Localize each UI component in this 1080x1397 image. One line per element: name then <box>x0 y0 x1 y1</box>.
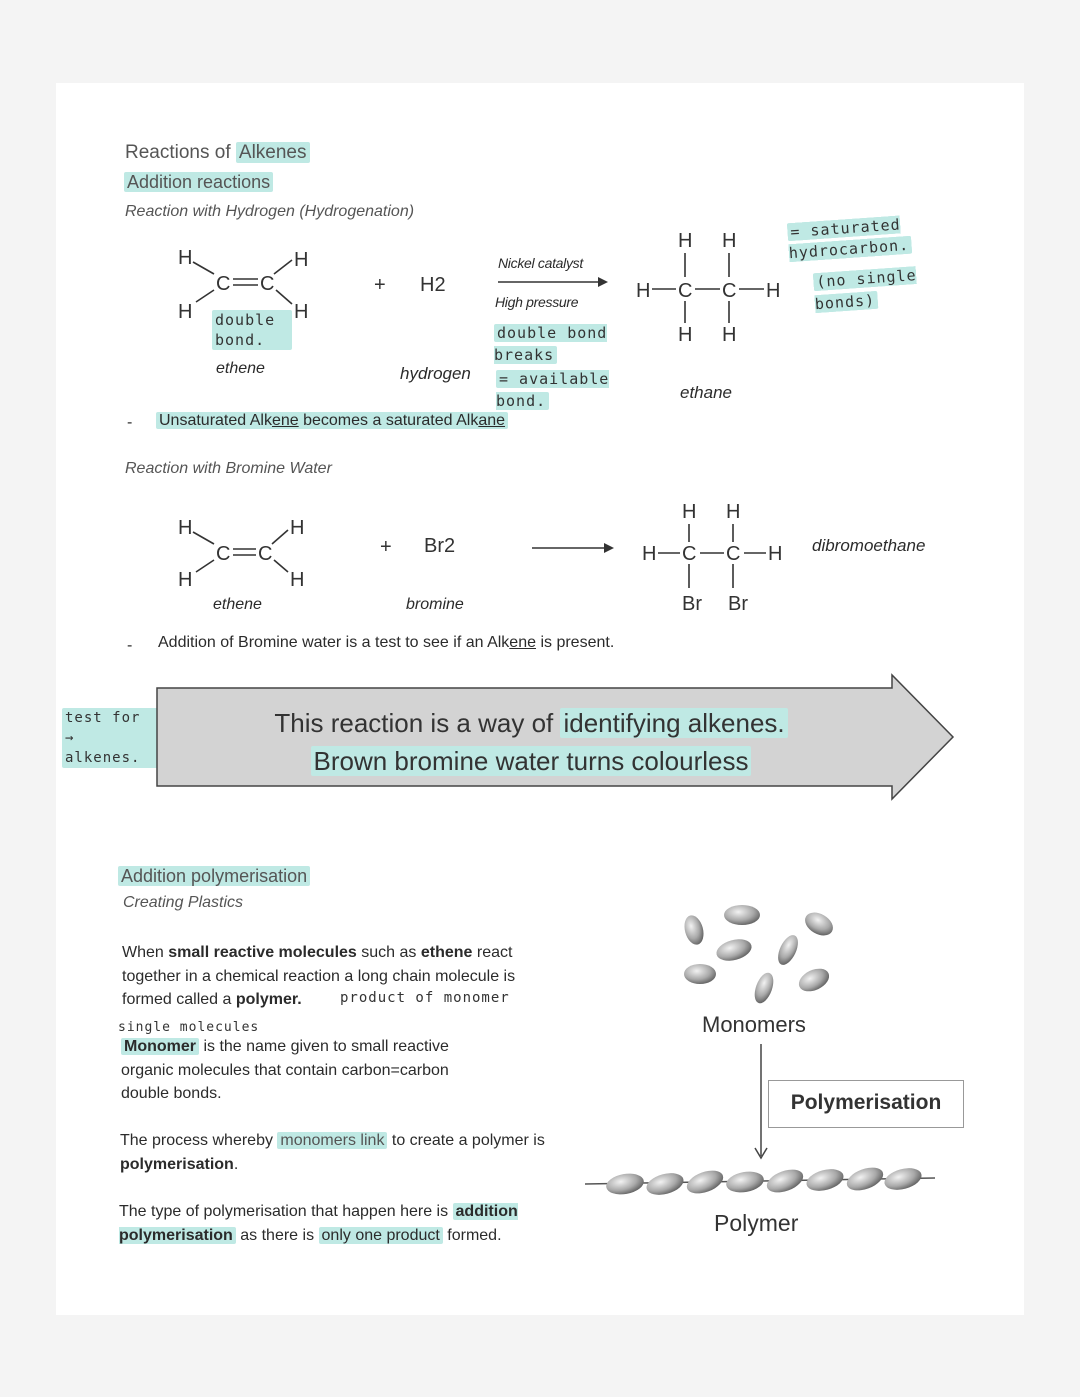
svg-text:C: C <box>216 543 231 565</box>
hydrogenation-summary <box>156 412 508 430</box>
bullet-dash-2: - <box>127 637 133 654</box>
svg-text:H: H <box>682 501 697 523</box>
svg-text:H: H <box>768 543 783 565</box>
summary-mid: becomes a saturated Alk <box>298 412 479 429</box>
plus-sign: + <box>374 274 386 296</box>
p3c: to create a polymer is <box>387 1132 545 1149</box>
monomers-label: Monomers <box>702 1012 806 1037</box>
svg-text:C: C <box>726 543 741 565</box>
svg-text:H: H <box>290 569 305 591</box>
p2a: Monomer <box>121 1038 199 1055</box>
svg-text:Br: Br <box>682 593 702 615</box>
svg-text:H: H <box>178 247 193 269</box>
callout-text <box>156 704 906 780</box>
callout-line2-text: Brown bromine water turns colourless <box>311 746 752 776</box>
svg-text:H: H <box>678 230 693 252</box>
svg-text:H: H <box>178 301 193 323</box>
monomers-illustration <box>676 900 846 1010</box>
brom-summary-post: is present. <box>536 634 615 651</box>
svg-text:H: H <box>722 324 737 346</box>
p4d: only one product <box>319 1227 443 1244</box>
p1a: When <box>122 944 169 961</box>
p4c: as there is <box>235 1226 319 1244</box>
condition-label: High pressure <box>495 294 579 310</box>
ethene-label: ethene <box>216 360 265 377</box>
p1c: such as <box>356 944 421 961</box>
bromine-formula: Br2 <box>424 535 456 557</box>
svg-text:H: H <box>722 230 737 252</box>
polymer-paragraph-4 <box>119 1200 539 1247</box>
callout-line-2 <box>156 742 906 780</box>
svg-text:C: C <box>682 543 697 565</box>
svg-text:H: H <box>294 301 309 323</box>
dibromoethane-label: dibromoethane <box>812 536 926 555</box>
bromination-heading: Reaction with Bromine Water <box>125 460 332 477</box>
p3d: polymerisation <box>120 1155 234 1173</box>
callout-line1-highlight: identifying alkenes. <box>560 708 787 738</box>
p1f: polymer. <box>235 991 302 1008</box>
ethane-structure <box>634 225 794 350</box>
reaction-arrow <box>498 276 610 288</box>
note-single-molecules: single molecules <box>118 1020 260 1035</box>
bromination-summary <box>158 634 614 652</box>
catalyst-label: Nickel catalyst <box>498 255 583 271</box>
ethane-label: ethane <box>680 383 732 402</box>
note-product-of-monomer: product of monomer <box>340 990 510 1006</box>
bullet-dash-1: - <box>127 414 133 431</box>
polymerisation-arrow <box>754 1044 768 1164</box>
bond-breaks-text: double bond breaks <box>494 324 608 364</box>
polymer-paragraph-3 <box>120 1129 560 1176</box>
hydrogen-formula: H2 <box>420 274 446 296</box>
callout-line1-pre: This reaction is a way of <box>274 708 561 738</box>
polymer-paragraph-2 <box>121 1035 481 1106</box>
svg-text:H: H <box>178 517 193 539</box>
svg-text:H: H <box>290 517 305 539</box>
p4b: addition polymerisation <box>119 1203 518 1244</box>
section-subtitle <box>124 172 273 193</box>
svg-text:C: C <box>216 273 231 295</box>
subtitle-text: Addition reactions <box>124 172 273 192</box>
p1b: small reactive molecules <box>168 944 357 961</box>
hydrogenation-heading: Reaction with Hydrogen (Hydrogenation) <box>125 203 415 220</box>
saturated-text: = saturated hydrocarbon. <box>787 215 913 262</box>
title-highlight: Alkenes <box>236 142 310 163</box>
p1d: ethene <box>420 944 473 961</box>
polymer-subheading: Creating Plastics <box>123 894 244 911</box>
available-bond-text: = available bond. <box>496 370 610 410</box>
p3a: The process whereby <box>120 1132 278 1149</box>
svg-text:H: H <box>642 543 657 565</box>
p1e: react together in a chemical reaction a long chain molecule is formed called a <box>122 944 516 1008</box>
reaction-arrow-2 <box>532 542 616 554</box>
polymer-chain-illustration <box>585 1164 945 1204</box>
p3e: . <box>233 1155 239 1173</box>
polymer-heading-text: Addition polymerisation <box>118 866 310 886</box>
dibromoethane-structure <box>640 498 800 618</box>
ethene-structure-2 <box>170 512 330 592</box>
page-title <box>125 142 310 164</box>
svg-text:C: C <box>678 280 693 302</box>
note-available-bond <box>496 368 636 412</box>
hydrogen-label: hydrogen <box>400 364 471 383</box>
plus-sign-2: + <box>380 536 392 558</box>
p4e: formed. <box>442 1226 502 1244</box>
summary-pre: Unsaturated Alk <box>159 412 272 429</box>
p4a: The type of polymerisation that happen here is <box>119 1203 453 1220</box>
svg-text:H: H <box>766 280 781 302</box>
svg-text:Br: Br <box>728 593 748 615</box>
side-note-test: test for → alkenes. <box>62 708 160 768</box>
polymerisation-label: Polymerisation <box>790 1091 942 1114</box>
p2b: is the name given to small reactive organic molecules that contain carbon=carbon double bonds. <box>121 1038 449 1102</box>
ethene-label-2: ethene <box>213 596 262 613</box>
svg-text:H: H <box>726 501 741 523</box>
title-text: Reactions of <box>125 142 236 163</box>
polymer-heading <box>118 866 310 887</box>
brom-summary-ene: ene <box>509 634 536 651</box>
summary-ane: ane <box>478 412 506 429</box>
p3b: monomers link <box>277 1132 387 1149</box>
bromine-label: bromine <box>406 596 464 613</box>
note-bond-breaks <box>494 322 644 366</box>
svg-text:C: C <box>258 543 273 565</box>
svg-text:C: C <box>260 273 275 295</box>
svg-text:H: H <box>636 280 651 302</box>
no-single-text: (no single bonds) <box>814 266 918 314</box>
note-double-bond: double bond. <box>212 310 292 350</box>
callout-line-1 <box>156 704 906 742</box>
svg-text:H: H <box>294 249 309 271</box>
polymer-label: Polymer <box>714 1210 799 1236</box>
svg-text:H: H <box>678 324 693 346</box>
summary-ene: ene <box>271 412 299 429</box>
svg-text:H: H <box>178 569 193 591</box>
brom-summary-pre: Addition of Bromine water is a test to see if an Alk <box>158 634 510 651</box>
svg-text:C: C <box>722 280 737 302</box>
ethene-structure <box>170 240 330 323</box>
